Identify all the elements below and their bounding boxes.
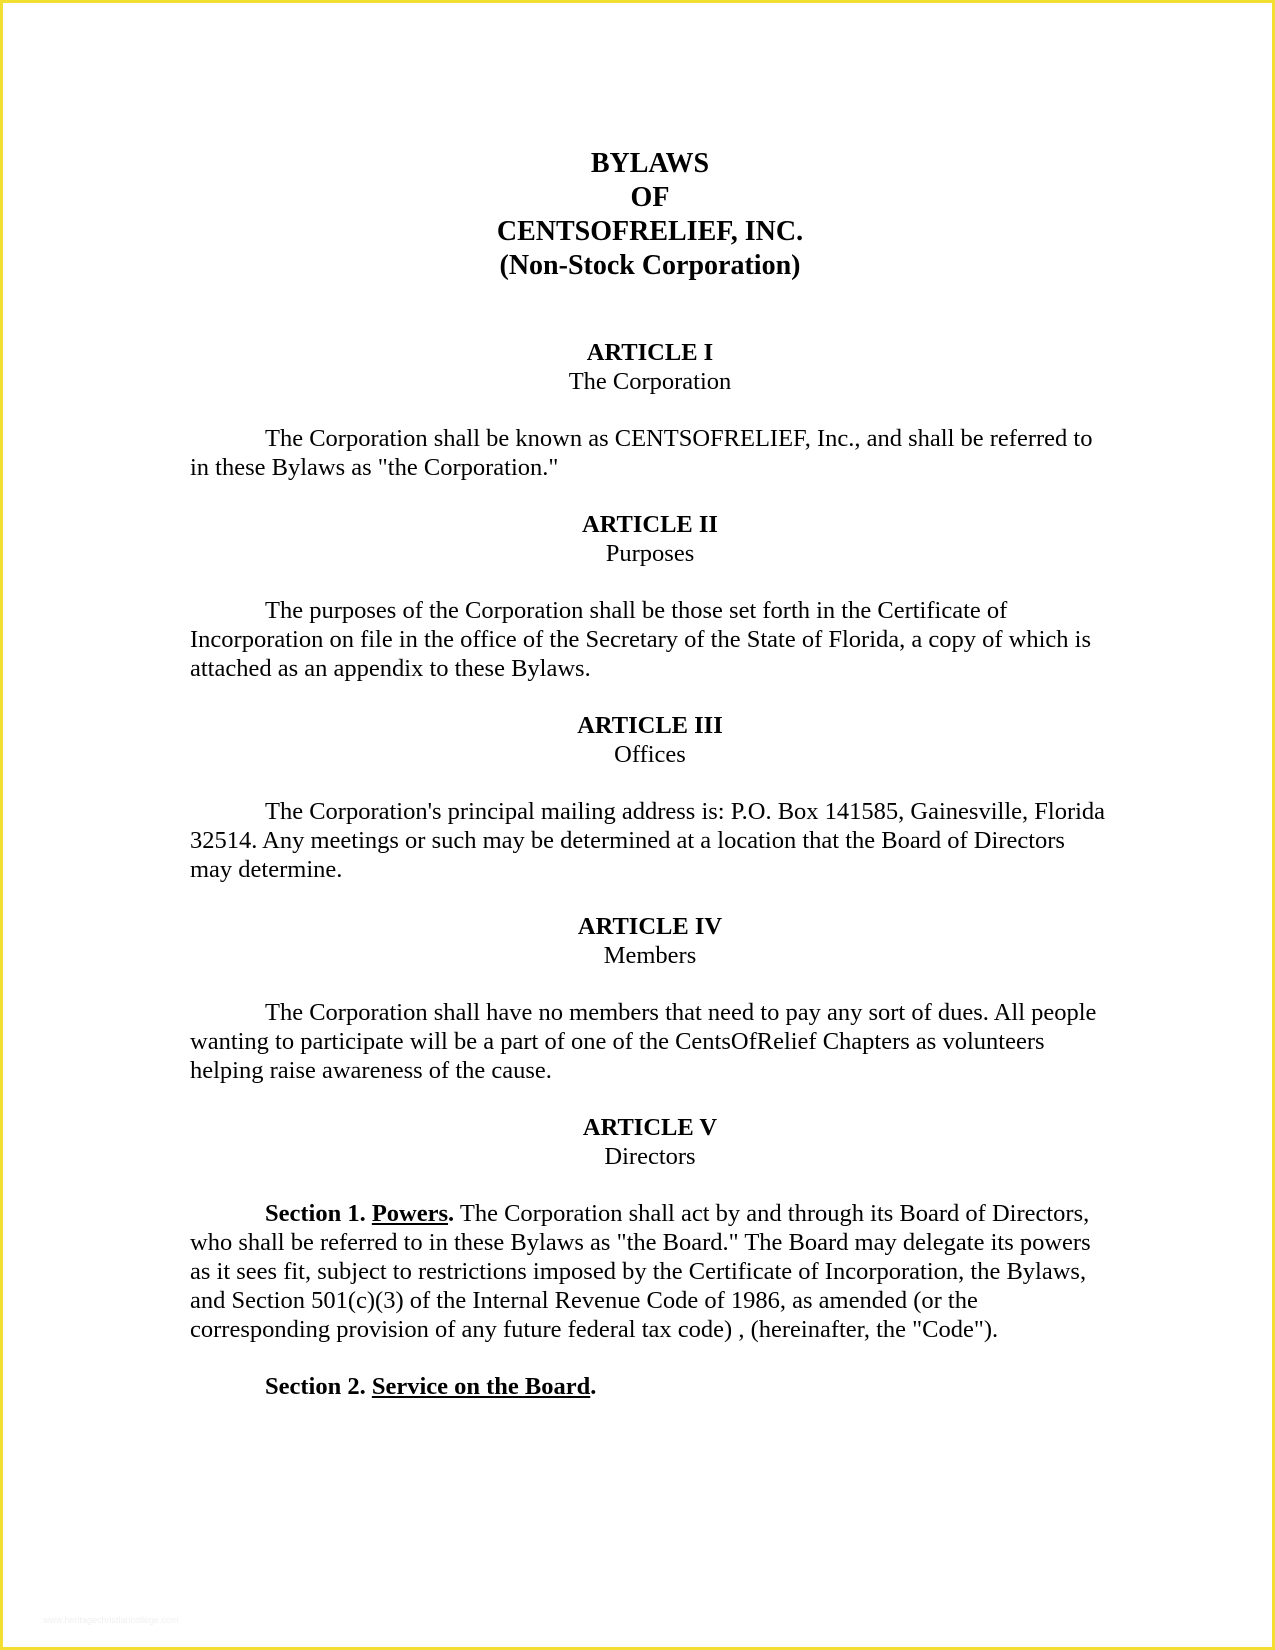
article-name: Offices (614, 741, 686, 768)
article-4 (190, 912, 1110, 1085)
article-3 (190, 711, 1110, 884)
section-body: The Corporation shall act by and through its Board of Directors, who shall be referred to in these Bylaws as "the Board." The Board may delegate its powers as it sees fit, subject to restrictions imposed by the Certificate of Incorporation, the Bylaws, and Section 501(c)(3) of the Internal Revenue Code of 1986, as amended (or the corresponding provision of any future federal tax code) , (hereinafter, the "Code"). (190, 1200, 1091, 1343)
article-number: ARTICLE I (586, 339, 714, 366)
document-title (190, 147, 1110, 283)
article-paragraph: The purposes of the Corporation shall be those set forth in the Certificate of Incorporation on file in the office of the Secretary of the State of Florida, a copy of which is attached as an appendix to these Bylaws. (190, 597, 1091, 682)
article-name: Purposes (605, 540, 695, 567)
article-paragraph: The Corporation shall be known as CENTSOFRELIEF, Inc., and shall be referred to in these Bylaws as "the Corporation." (190, 425, 1093, 481)
title-line-3: CENTSOFRELIEF, INC. (496, 216, 804, 247)
article-heading (190, 510, 1110, 568)
section-2-paragraph (190, 1372, 1110, 1401)
title-line-2: OF (630, 182, 670, 213)
article-2 (190, 510, 1110, 683)
article-paragraph: The Corporation shall have no members that need to pay any sort of dues. All people wanting to participate will be a part of one of the CentsOfRelief Chapters as volunteers helping raise awareness of the cause. (190, 999, 1097, 1084)
article-heading (190, 1113, 1110, 1171)
article-heading (190, 711, 1110, 769)
article-number: ARTICLE II (582, 511, 718, 538)
section-1-paragraph (190, 1199, 1110, 1344)
article-number: ARTICLE V (582, 1114, 718, 1141)
section-label: Section 2. (265, 1373, 366, 1400)
section-title: Powers (371, 1200, 449, 1227)
document-body (190, 147, 1110, 1429)
article-5 (190, 1113, 1110, 1401)
article-number: ARTICLE III (577, 712, 723, 739)
article-heading (190, 338, 1110, 396)
section-label: Section 1. (265, 1200, 366, 1227)
article-number: ARTICLE IV (577, 913, 723, 940)
watermark-text: www.heritagechristiancollege.com (43, 1615, 179, 1625)
section-title-period: . (448, 1200, 455, 1227)
section-title-period: . (590, 1373, 597, 1400)
title-line-4: (Non-Stock Corporation) (499, 250, 801, 281)
article-paragraph: The Corporation's principal mailing address is: P.O. Box 141585, Gainesville, Florida 32514. Any meetings or such may be determined at a location that the Board of Directors may determine. (190, 798, 1106, 883)
article-name: Members (603, 942, 697, 969)
section-title: Service on the Board (371, 1373, 591, 1400)
title-line-1: BYLAWS (590, 148, 710, 179)
article-heading (190, 912, 1110, 970)
article-name: Directors (604, 1143, 696, 1170)
article-name: The Corporation (568, 368, 732, 395)
article-1 (190, 338, 1110, 482)
